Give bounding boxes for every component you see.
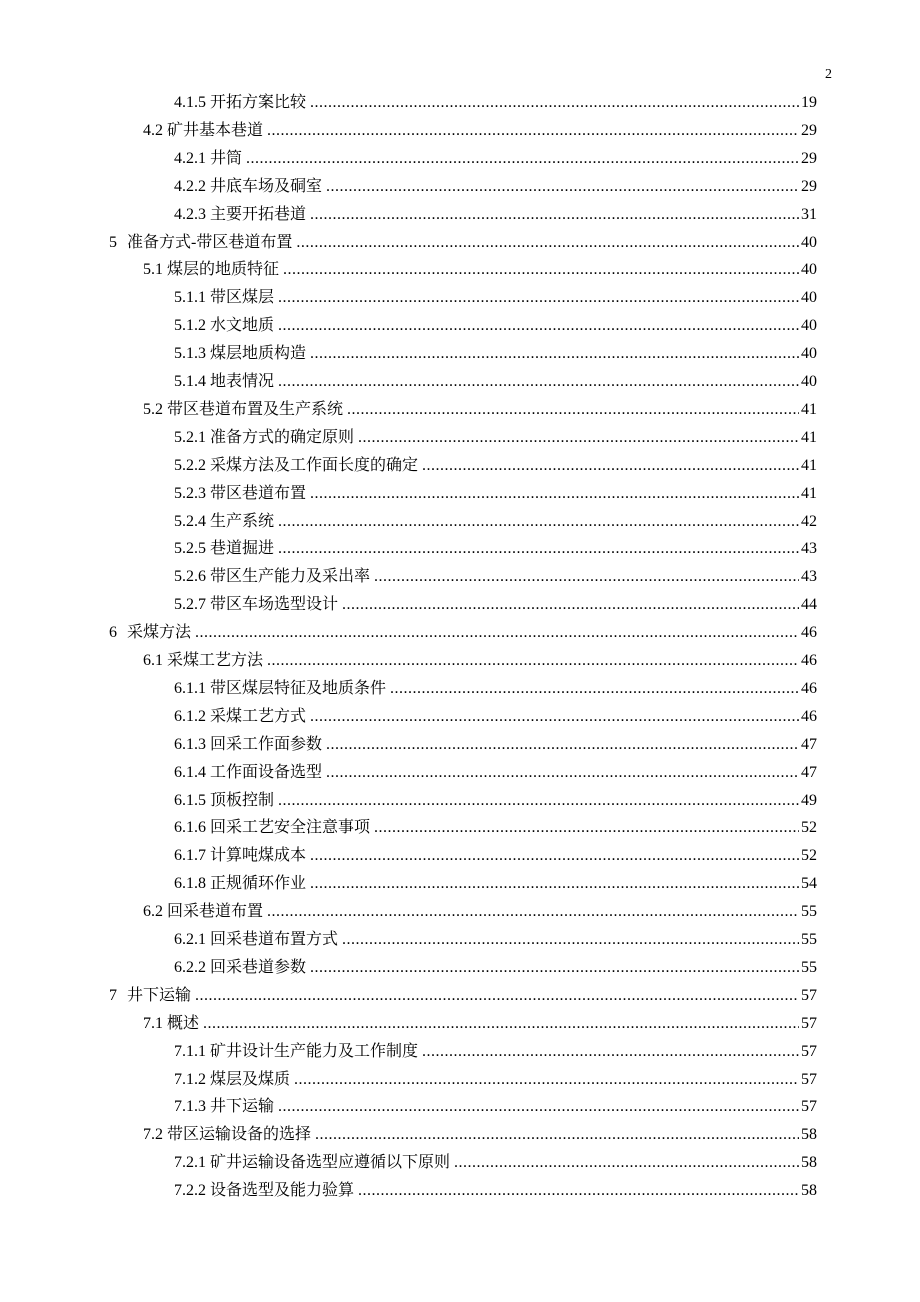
dot-leader <box>278 787 799 815</box>
toc-entry[interactable] <box>174 1177 817 1205</box>
toc-entry[interactable] <box>109 229 817 257</box>
toc-entry-page: 42 <box>801 512 817 530</box>
toc-entry-title: 设备选型及能力验算 <box>210 1182 355 1200</box>
toc-entry-page: 40 <box>801 233 817 251</box>
toc-entry-number: 6.1.5 <box>174 791 206 809</box>
dot-leader <box>310 89 799 117</box>
dot-leader <box>326 731 799 759</box>
toc-entry-page: 52 <box>801 847 817 865</box>
toc-entry-title: 水文地质 <box>210 317 275 335</box>
toc-entry-number: 6.1.1 <box>174 679 206 697</box>
toc-entry-number: 7.1.2 <box>174 1070 206 1088</box>
toc-entry-title: 地表情况 <box>210 373 275 390</box>
dot-leader <box>310 842 799 870</box>
toc-entry[interactable] <box>174 368 817 396</box>
toc-entry[interactable] <box>174 173 817 201</box>
toc-entry-title: 主要开拓巷道 <box>210 205 307 223</box>
toc-entry-title: 采煤方法 <box>127 624 192 642</box>
toc-entry[interactable] <box>174 954 817 982</box>
toc-entry[interactable] <box>174 842 817 870</box>
dot-leader <box>310 340 799 368</box>
dot-leader <box>315 1121 799 1149</box>
toc-entry-title: 井下运输 <box>127 986 192 1004</box>
toc-entry-page: 52 <box>801 819 817 837</box>
dot-leader <box>283 256 799 284</box>
dot-leader <box>267 647 799 675</box>
toc-entry[interactable] <box>174 591 817 619</box>
toc-entry-title: 带区生产能力及采出率 <box>210 568 371 586</box>
toc-entry-page: 57 <box>801 1014 817 1032</box>
toc-entry-title: 顶板控制 <box>210 791 275 809</box>
toc-entry-number: 6.2.2 <box>174 958 206 976</box>
toc-entry-page: 19 <box>801 94 817 111</box>
toc-entry-number: 7.2.2 <box>174 1182 206 1200</box>
toc-entry-title: 采煤方法及工作面长度的确定 <box>210 456 419 474</box>
toc-entry[interactable] <box>174 508 817 536</box>
toc-entry-number: 5.1.1 <box>174 289 206 307</box>
toc-entry-page: 57 <box>801 1042 817 1060</box>
toc-entry-number: 5.2.5 <box>174 540 206 558</box>
toc-entry-title: 概述 <box>167 1014 200 1032</box>
toc-entry[interactable] <box>174 89 817 117</box>
toc-entry-title: 带区煤层特征及地质条件 <box>210 679 387 697</box>
toc-entry-page: 43 <box>801 568 817 586</box>
toc-entry-number: 5.2.2 <box>174 456 206 474</box>
toc-entry-page: 29 <box>801 177 817 195</box>
toc-entry-title: 生产系统 <box>210 512 275 530</box>
dot-leader <box>326 173 799 201</box>
toc-entry[interactable] <box>174 759 817 787</box>
dot-leader <box>278 368 799 396</box>
toc-entry-page: 41 <box>801 428 817 446</box>
toc-entry-number: 6 <box>109 624 117 642</box>
toc-entry-number: 5 <box>109 233 117 251</box>
toc-entry-title: 回采巷道布置方式 <box>210 931 339 948</box>
toc-entry-number: 7.1.1 <box>174 1042 206 1060</box>
toc-entry-title: 正规循环作业 <box>210 875 307 893</box>
toc-entry-number: 6.1.2 <box>174 707 206 725</box>
toc-entry-number: 5.1 <box>143 261 163 279</box>
dot-leader <box>326 759 799 787</box>
toc-entry-title: 井底车场及硐室 <box>210 177 323 195</box>
toc-entry-page: 29 <box>801 121 817 139</box>
toc-entry[interactable] <box>143 396 817 424</box>
toc-entry-page: 40 <box>801 261 817 279</box>
toc-entry[interactable] <box>174 535 817 563</box>
toc-entry-page: 58 <box>801 1126 817 1144</box>
toc-entry-title: 带区巷道布置及生产系统 <box>167 400 344 418</box>
toc-entry-number: 6.1 <box>143 652 163 669</box>
toc-entry-title: 带区煤层 <box>210 289 275 307</box>
toc-entry[interactable] <box>174 563 817 591</box>
toc-entry-number: 5.2.1 <box>174 428 206 446</box>
toc-entry-title: 采煤工艺方法 <box>167 652 264 669</box>
toc-entry-title: 回采工作面参数 <box>210 735 323 753</box>
dot-leader <box>422 1038 799 1066</box>
toc-entry-page: 31 <box>801 205 817 223</box>
toc-entry-number: 6.1.3 <box>174 735 206 753</box>
toc-entry-number: 4.2.2 <box>174 177 206 195</box>
toc-entry-number: 6.1.7 <box>174 847 206 865</box>
toc-entry[interactable] <box>174 284 817 312</box>
toc-entry-number: 5.2.7 <box>174 596 206 614</box>
toc-entry[interactable] <box>174 1149 817 1177</box>
toc-entry-number: 7.1 <box>143 1014 163 1032</box>
toc-entry-number: 4.1.5 <box>174 94 206 111</box>
toc-entry-title: 计算吨煤成本 <box>210 847 307 865</box>
toc-entry-number: 6.2.1 <box>174 931 206 948</box>
toc-entry[interactable] <box>174 675 817 703</box>
toc-entry[interactable] <box>143 256 817 284</box>
dot-leader <box>358 1177 799 1205</box>
toc-entry-number: 6.2 <box>143 903 163 921</box>
toc-entry-title: 回采工艺安全注意事项 <box>210 819 371 837</box>
dot-leader <box>294 1066 799 1094</box>
toc-entry-title: 矿井运输设备选型应遵循以下原则 <box>210 1154 451 1172</box>
toc-entry-title: 煤层及煤质 <box>210 1070 291 1088</box>
dot-leader <box>246 145 799 173</box>
toc-entry[interactable] <box>143 1010 817 1038</box>
toc-entry-number: 7.2 <box>143 1126 163 1144</box>
toc-entry-number: 5.2 <box>143 400 163 418</box>
toc-entry-title: 带区运输设备的选择 <box>167 1126 312 1144</box>
toc-entry-number: 5.1.4 <box>174 373 206 390</box>
toc-entry-page: 55 <box>801 958 817 976</box>
toc-entry-page: 58 <box>801 1182 817 1200</box>
toc-entry-title: 带区巷道布置 <box>210 484 307 502</box>
toc-entry-title: 回采巷道布置 <box>167 903 264 921</box>
toc-entry-page: 57 <box>801 1070 817 1088</box>
dot-leader <box>390 675 799 703</box>
toc-entry-title: 准备方式的确定原则 <box>210 428 355 446</box>
toc-entry-page: 41 <box>801 400 817 418</box>
toc-entry-number: 6.1.6 <box>174 819 206 837</box>
toc-entry[interactable] <box>109 619 817 647</box>
toc-entry[interactable] <box>174 1066 817 1094</box>
toc-entry[interactable] <box>174 1093 817 1121</box>
toc-entry-page: 49 <box>801 791 817 809</box>
toc-entry-page: 57 <box>801 1098 817 1116</box>
toc-entry-page: 47 <box>801 763 817 781</box>
dot-leader <box>278 1093 799 1121</box>
dot-leader <box>342 926 799 954</box>
dot-leader <box>374 563 799 591</box>
toc-entry-title: 井筒 <box>210 149 243 167</box>
toc-entry-page: 46 <box>801 707 817 725</box>
dot-leader <box>278 508 799 536</box>
dot-leader <box>358 424 799 452</box>
toc-entry-page: 58 <box>801 1154 817 1172</box>
dot-leader <box>195 982 799 1010</box>
toc-entry-number: 7.1.3 <box>174 1098 206 1116</box>
dot-leader <box>310 870 799 898</box>
toc-entry-page: 55 <box>801 903 817 921</box>
toc-entry-page: 46 <box>801 679 817 697</box>
dot-leader <box>195 619 799 647</box>
toc-entry-number: 7 <box>109 986 117 1004</box>
toc-entry[interactable] <box>143 898 817 926</box>
dot-leader <box>454 1149 799 1177</box>
toc-entry-page: 46 <box>801 652 817 669</box>
toc-entry-title: 煤层地质构造 <box>210 345 307 363</box>
toc-entry[interactable] <box>174 340 817 368</box>
toc-entry[interactable] <box>174 731 817 759</box>
toc-entry-title: 矿井设计生产能力及工作制度 <box>210 1042 419 1060</box>
dot-leader <box>310 480 799 508</box>
toc-entry-page: 54 <box>801 875 817 893</box>
toc-entry-page: 41 <box>801 456 817 474</box>
dot-leader <box>310 954 799 982</box>
toc-entry-number: 5.2.3 <box>174 484 206 502</box>
toc-entry-number: 4.2.1 <box>174 149 206 167</box>
toc-entry-number: 6.1.8 <box>174 875 206 893</box>
toc-entry-page: 57 <box>801 986 817 1004</box>
dot-leader <box>374 814 799 842</box>
toc-entry-title: 回采巷道参数 <box>210 958 307 976</box>
toc-entry[interactable] <box>143 647 817 675</box>
toc-entry-number: 5.2.4 <box>174 512 206 530</box>
toc-entry[interactable] <box>174 787 817 815</box>
toc-entry-number: 7.2.1 <box>174 1154 206 1172</box>
toc-entry-title: 采煤工艺方式 <box>210 707 307 725</box>
toc-entry-number: 5.1.3 <box>174 345 206 363</box>
toc-entry[interactable] <box>174 814 817 842</box>
toc-entry-title: 开拓方案比较 <box>210 94 307 111</box>
toc-entry[interactable] <box>174 201 817 229</box>
toc-entry[interactable] <box>174 926 817 954</box>
page-number: 2 <box>825 67 832 82</box>
dot-leader <box>278 284 799 312</box>
toc-entry-page: 44 <box>801 596 817 614</box>
toc-entry[interactable] <box>143 1121 817 1149</box>
toc-entry[interactable] <box>174 870 817 898</box>
toc-entry[interactable] <box>174 145 817 173</box>
dot-leader <box>310 201 799 229</box>
dot-leader <box>278 535 799 563</box>
toc-entry-page: 40 <box>801 373 817 390</box>
toc-entry-page: 40 <box>801 317 817 335</box>
toc-entry-title: 带区车场选型设计 <box>210 596 339 614</box>
dot-leader <box>347 396 799 424</box>
toc-entry-number: 4.2.3 <box>174 205 206 223</box>
toc-entry[interactable] <box>143 117 817 145</box>
dot-leader <box>310 703 799 731</box>
dot-leader <box>342 591 799 619</box>
dot-leader <box>296 229 799 257</box>
toc-entry-page: 55 <box>801 931 817 948</box>
toc-entry-title: 煤层的地质特征 <box>167 261 280 279</box>
toc-entry[interactable] <box>174 452 817 480</box>
toc-entry[interactable] <box>174 480 817 508</box>
toc-entry-number: 5.2.6 <box>174 568 206 586</box>
toc-entry[interactable] <box>174 703 817 731</box>
dot-leader <box>422 452 799 480</box>
toc-entry-title: 准备方式-带区巷道布置 <box>127 233 293 251</box>
toc-entry[interactable] <box>174 424 817 452</box>
toc-entry[interactable] <box>109 982 817 1010</box>
toc-entry-title: 工作面设备选型 <box>210 763 323 781</box>
dot-leader <box>267 898 799 926</box>
toc-entry[interactable] <box>174 312 817 340</box>
toc-entry-page: 41 <box>801 484 817 502</box>
toc-entry-title: 井下运输 <box>210 1098 275 1116</box>
dot-leader <box>203 1010 799 1038</box>
toc-entry[interactable] <box>174 1038 817 1066</box>
dot-leader <box>278 312 799 340</box>
toc-entry-number: 5.1.2 <box>174 317 206 335</box>
toc-entry-page: 40 <box>801 289 817 307</box>
toc-entry-page: 29 <box>801 149 817 167</box>
toc-entry-page: 47 <box>801 735 817 753</box>
toc-entry-page: 46 <box>801 624 817 642</box>
toc-entry-title: 巷道掘进 <box>210 540 275 558</box>
dot-leader <box>267 117 799 145</box>
toc-entry-page: 43 <box>801 540 817 558</box>
toc-entry-page: 40 <box>801 345 817 363</box>
toc-entry-number: 6.1.4 <box>174 763 206 781</box>
toc-entry-number: 4.2 <box>143 121 163 139</box>
toc-entry-title: 矿井基本巷道 <box>167 121 264 139</box>
